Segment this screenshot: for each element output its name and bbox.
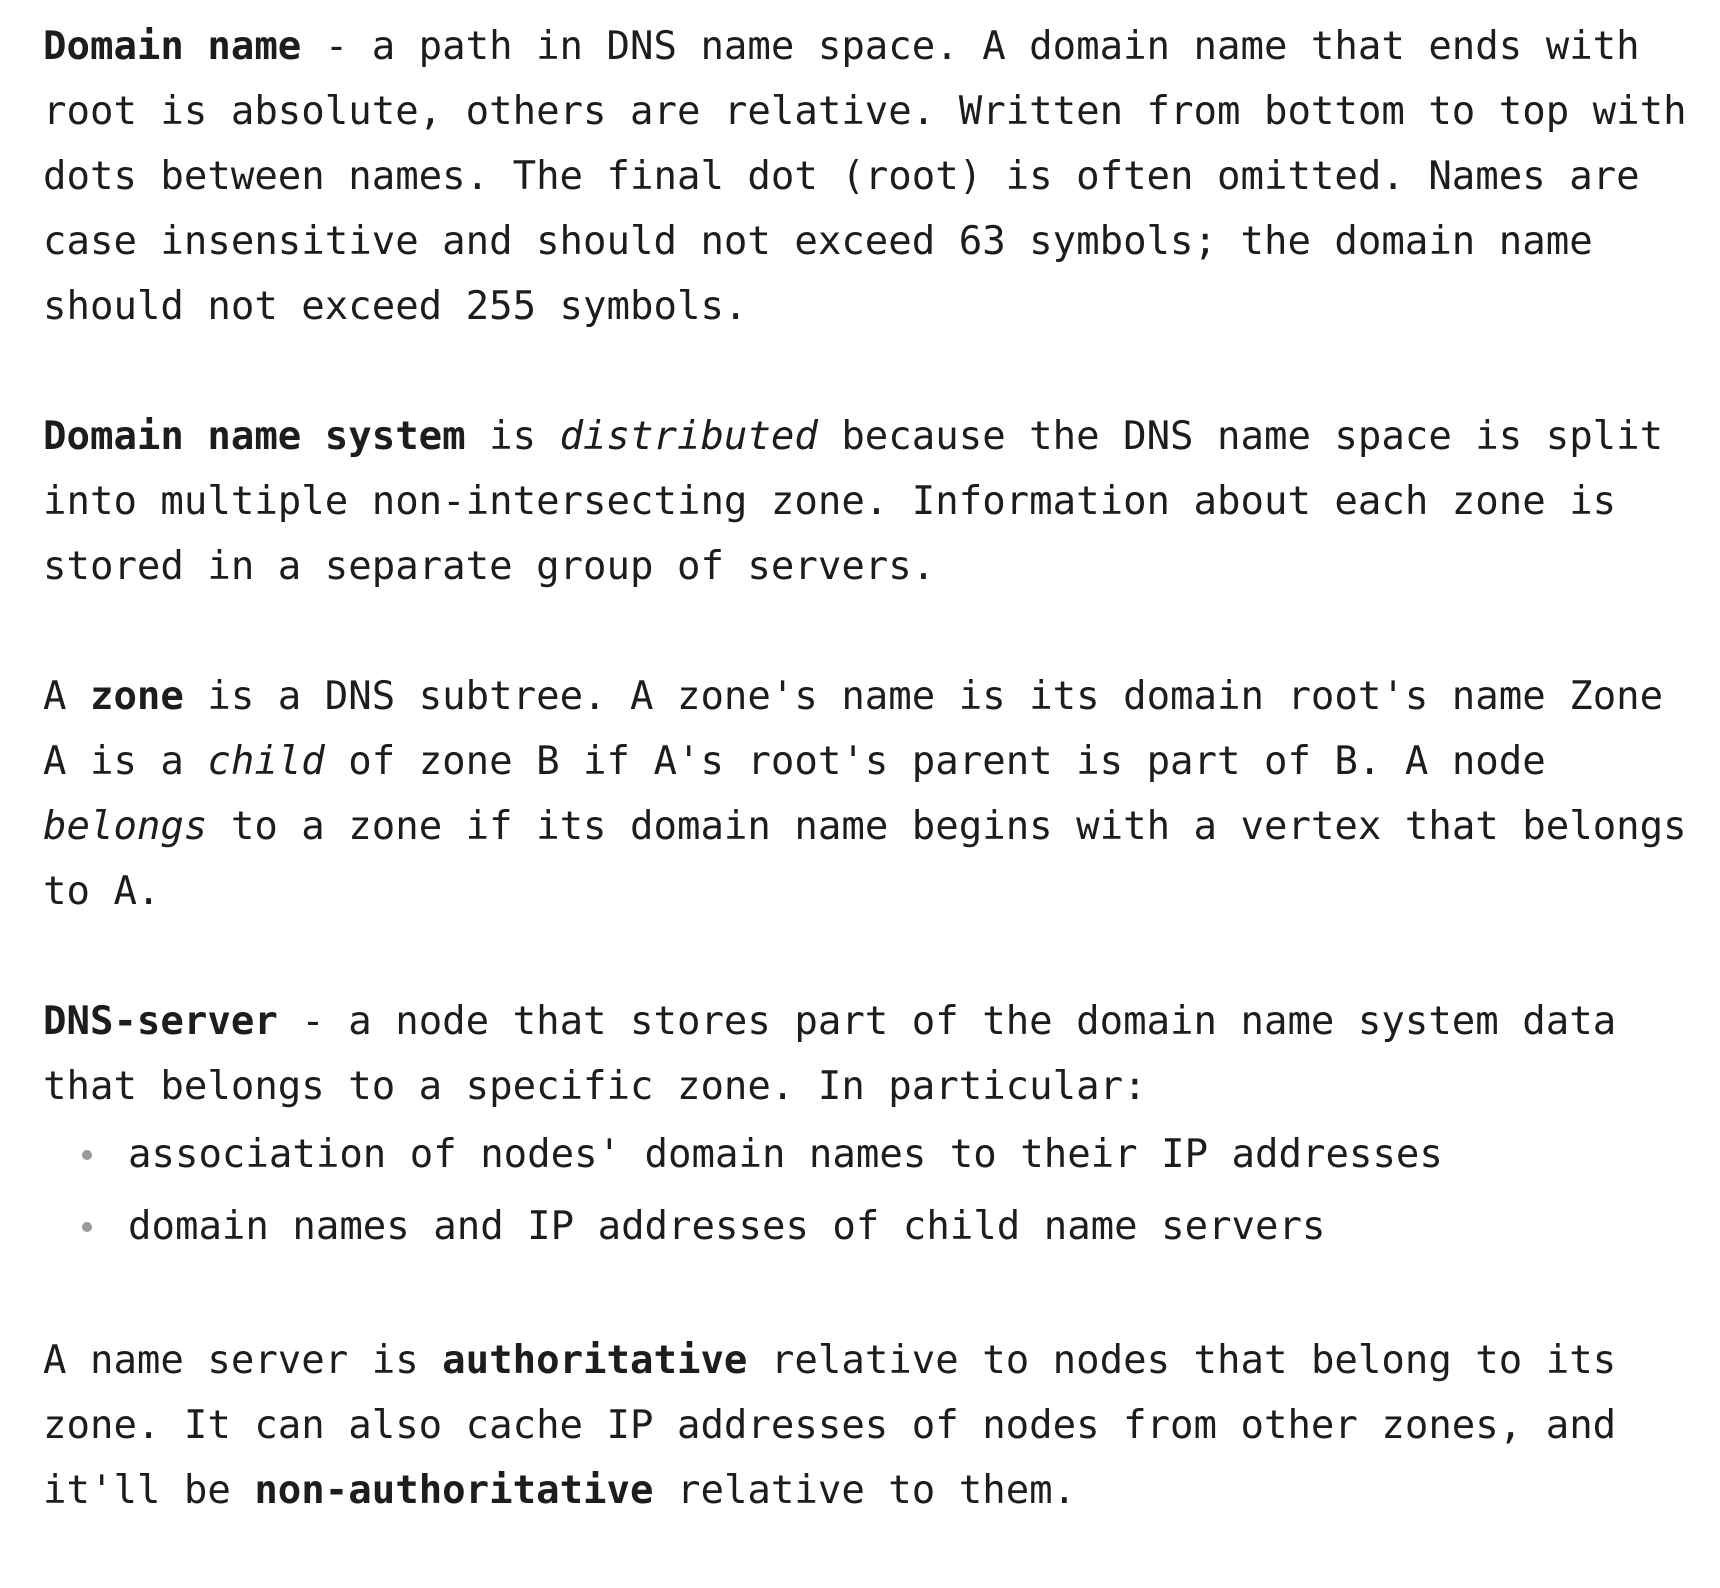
definition-text: is — [465, 414, 560, 459]
definition-text: of zone B if A's root's parent is part of B. A node — [324, 739, 1546, 784]
emphasis-child: child — [207, 739, 325, 784]
definition-text: because the DNS name space is split into multiple non-intersecting zone. Information about each zone is stored in a separate group of servers. — [43, 414, 1664, 589]
emphasis-belongs: belongs — [43, 804, 208, 849]
bullet-icon — [82, 1150, 92, 1160]
document-body — [43, 14, 1703, 1588]
term-non-authoritative: non-authoritative — [254, 1468, 654, 1513]
list-item — [43, 1191, 1703, 1263]
bullet-icon — [82, 1222, 92, 1232]
emphasis-distributed: distributed — [559, 414, 818, 459]
definition-text: - a node that stores part of the domain name system data that belongs to a specific zone. In particular: — [43, 999, 1617, 1109]
definition-text: is a DNS subtree. A zone's name is its domain root's name Zone A is a — [43, 674, 1664, 784]
definition-text: - a path in DNS name space. A domain name that ends with root is absolute, others are relative. Written from bottom to top with dots between names. The final dot (root) is often omitted. Names are case insensitive and should not exceed 63 symbols; the domain name should not exceed 255 symbols. — [43, 24, 1687, 329]
list-item — [43, 1119, 1703, 1191]
dns-server-data-list — [43, 1119, 1703, 1263]
paragraph-domain-name — [43, 14, 1703, 339]
paragraph-dns-server — [43, 989, 1703, 1119]
list-item-text: association of nodes' domain names to their IP addresses — [128, 1132, 1443, 1177]
term-domain-name: Domain name — [43, 24, 302, 69]
definition-text: A name server is — [43, 1338, 443, 1383]
term-domain-name-system: Domain name system — [43, 414, 466, 459]
paragraph-authoritative — [43, 1328, 1703, 1523]
term-zone: zone — [89, 674, 184, 719]
term-authoritative: authoritative — [442, 1338, 748, 1383]
paragraph-zone — [43, 664, 1703, 924]
list-item-text: domain names and IP addresses of child name servers — [128, 1204, 1326, 1249]
paragraph-domain-name-system — [43, 404, 1703, 599]
definition-text: A — [43, 674, 90, 719]
definition-text: relative to nodes that belong to its zone. It can also cache IP addresses of nodes from other zones, and it'll be — [43, 1338, 1617, 1513]
definition-text: relative to them. — [653, 1468, 1077, 1513]
definition-text: to a zone if its domain name begins with a vertex that belongs to A. — [43, 804, 1687, 914]
term-dns-server: DNS-server — [43, 999, 278, 1044]
